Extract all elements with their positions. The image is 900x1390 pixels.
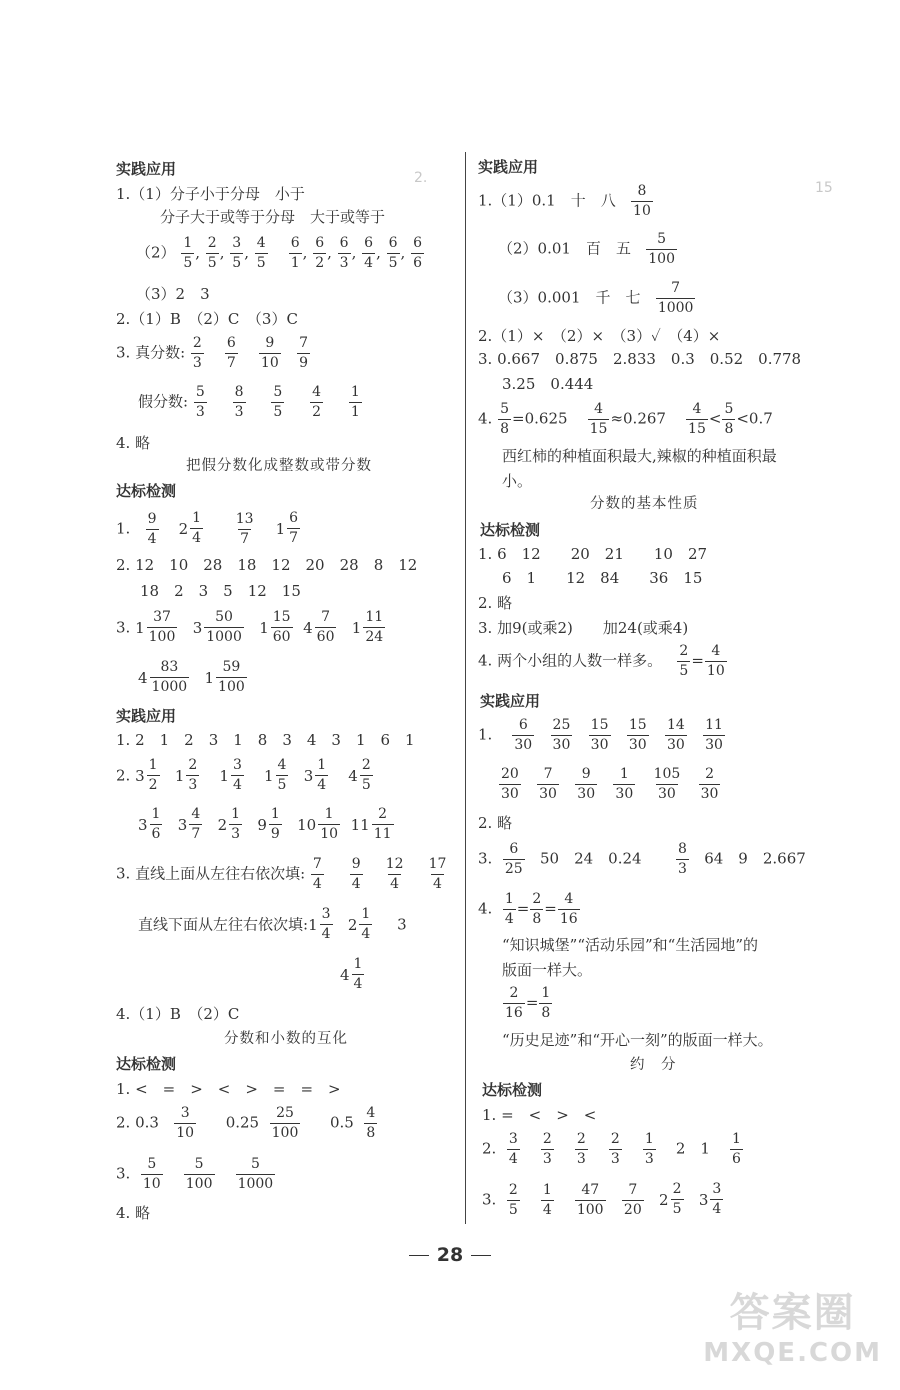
answer-line: $\frac{20}{30}$ $\frac{7}{30}$ $\frac{9}{30}$ $\frac{1}{30}$ $\frac{105}{30}$ $\frac{2}{30}$ <box>501 766 719 802</box>
answer-line: 1. 6 12 20 21 10 27 <box>478 545 708 563</box>
answer-line: 2. $\frac{3}{4}$ $\frac{2}{3}$ $\frac{2}{3}$ $\frac{2}{3}$ $\frac{1}{3}$ 2 1 $\frac{1}{6}$ <box>482 1131 741 1167</box>
section-heading: 达标检测 <box>482 1081 543 1099</box>
answer-line: 4. 略 <box>116 1204 151 1222</box>
answer-line: 1. $\frac{6}{30}$ $\frac{25}{30}$ $\frac{15}{30}$ $\frac{15}{30}$ $\frac{14}{30}$ $\frac{11}{30}$ <box>478 717 723 753</box>
fraction: $\frac{4}{5}$ <box>256 235 266 271</box>
answer-line: 3. 真分数: $\frac{2}{3}$ $\frac{6}{7}$ $\frac{9}{10}$ $\frac{7}{9}$ <box>116 335 308 371</box>
answer-line: 小。 <box>502 472 533 490</box>
answer-line: 2. 3 $\frac{1}{2}$ 1 $\frac{2}{3}$ 1 $\frac{3}{4}$ 1 $\frac{4}{5}$ 3 $\frac{1}{4}$ 4 $\frac{2}{5}$ <box>116 757 371 793</box>
answer-line: 4 $\frac{83}{1000}$ 1 $\frac{59}{100}$ <box>138 659 245 695</box>
section-heading: 达标检测 <box>116 482 177 500</box>
section-heading: 实践应用 <box>116 160 177 178</box>
fraction: $\frac{6}{3}$ <box>339 235 349 271</box>
answer-line: 2.（1）× （2）× （3）✓ （4）× <box>478 327 721 345</box>
answer-line: 3. 0.667 0.875 2.833 0.3 0.52 0.778 <box>478 350 802 368</box>
section-heading: 实践应用 <box>480 692 541 710</box>
answer-line: $\frac{2}{16}$ = $\frac{1}{8}$ <box>505 985 551 1021</box>
answer-line: 3. $\frac{6}{25}$ 50 24 0.24 $\frac{8}{3}$ 64 9 2.667 <box>478 841 806 877</box>
answer-line: 3. $\frac{2}{5}$ $\frac{1}{4}$ $\frac{47}{100}$ $\frac{7}{20}$ 2 $\frac{2}{5}$ 3 $\frac{3}{4}$ <box>482 1181 722 1218</box>
answer-line: 1. < = > < > = = > <box>116 1080 341 1098</box>
answer-line: 1.（1）0.1 十 八 $\frac{8}{10}$ <box>478 183 651 219</box>
answer-line: “知识城堡”“活动乐园”和“生活园地”的 <box>502 936 759 954</box>
watermark-logo: 答案圈 MXQE.COM <box>703 1290 882 1368</box>
answer-line: 假分数: $\frac{5}{3}$ $\frac{8}{3}$ $\frac{5}{5}$ $\frac{4}{2}$ $\frac{1}{1}$ <box>138 384 360 420</box>
section-title: 分数的基本性质 <box>590 496 699 512</box>
answer-line: 4.（1）B （2）C <box>116 1005 240 1023</box>
answer-line: （3）2 3 <box>136 285 210 303</box>
section-heading: 达标检测 <box>116 1055 177 1073</box>
answer-line: 直线下面从左往右依次填: 1 $\frac{3}{4}$ 2 $\frac{1}{4}$ 3 <box>138 906 407 942</box>
answer-line: 2. 12 10 28 18 12 20 28 8 12 <box>116 556 418 574</box>
section-title: 把假分数化成整数或带分数 <box>186 458 372 474</box>
answer-line: 2. 0.3 $\frac{3}{10}$ 0.25 $\frac{25}{100}$ 0.5 $\frac{4}{8}$ <box>116 1105 376 1141</box>
answer-line: 2. 略 <box>478 594 513 612</box>
answer-line: 6 1 12 84 36 15 <box>502 569 703 587</box>
answer-line: 2.（1）B （2）C （3）C <box>116 310 298 328</box>
section-title: 分数和小数的互化 <box>224 1031 348 1047</box>
answer-line: 2. 略 <box>478 814 513 832</box>
answer-line: 3. 1 $\frac{37}{100}$ 3 $\frac{50}{1000}$ 1 $\frac{15}{60}$ 4 $\frac{7}{60}$ 1 $\frac{11}{24}$ <box>116 609 384 645</box>
fraction: $\frac{6}{2}$ <box>315 235 325 271</box>
section-title: 约 分 <box>630 1057 677 1073</box>
answer-line: 3. 加9(或乘2) 加24(或乘4) <box>478 619 689 637</box>
answer-line: 4. 两个小组的人数一样多。 $\frac{2}{5}$ = $\frac{4}{10}$ <box>478 643 725 679</box>
answer-line: 1. = < > < <box>482 1106 597 1124</box>
fraction: $\frac{3}{5}$ <box>232 235 242 271</box>
section-heading: 实践应用 <box>478 158 539 176</box>
answer-line: 4 $\frac{1}{4}$ <box>340 956 363 992</box>
answer-line: 4. $\frac{1}{4}$ = $\frac{2}{8}$ = $\frac{4}{16}$ <box>478 891 578 927</box>
fraction: $\frac{1}{5}$ <box>183 235 193 271</box>
bleed-through-mark: 2. <box>414 170 428 186</box>
page-number: 28 <box>0 1244 900 1266</box>
column-divider <box>465 152 466 1224</box>
answer-line: 版面一样大。 <box>502 961 593 979</box>
fraction: $\frac{2}{5}$ <box>207 235 217 271</box>
section-heading: 实践应用 <box>116 707 177 725</box>
answer-line: 分子大于或等于分母 大于或等于 <box>160 208 386 226</box>
answer-line: 4. $\frac{5}{8}$ =0.625 $\frac{4}{15}$ ≈0.267 $\frac{4}{15}$ < $\frac{5}{8}$ <0.7 <box>478 401 773 437</box>
section-heading: 达标检测 <box>480 521 541 539</box>
fraction: $\frac{6}{6}$ <box>413 235 422 271</box>
answer-line: 3 $\frac{1}{6}$ 3 $\frac{4}{7}$ 2 $\frac{1}{3}$ 9 $\frac{1}{9}$ 10 $\frac{1}{10}$ 11 $\frac{2}{11}$ <box>138 806 392 842</box>
answer-line: 西红柿的种植面积最大,辣椒的种植面积最 <box>502 447 777 465</box>
answer-line: 1.（1）分子小于分母 小于 <box>116 185 305 203</box>
answer-line: 1. 2 1 2 3 1 8 3 4 3 1 6 1 <box>116 731 415 749</box>
answer-line: （2） $\frac{1}{5}$ , $\frac{2}{5}$ , $\frac{3}{5}$ , $\frac{4}{5}$ $\frac{6}{1}$ , $\frac{6}{2}$ , $\frac{6}{3}$ , $\frac{6}{4}$ , $\frac{6}{5}$ , $\frac{6}{6}$ <box>136 235 422 271</box>
answer-line: 3. $\frac{5}{10}$ $\frac{5}{100}$ $\frac{5}{1000}$ <box>116 1156 274 1192</box>
answer-line: 3. 直线上面从左往右依次填: $\frac{7}{4}$ $\frac{9}{4}$ $\frac{12}{4}$ $\frac{17}{4}$ <box>116 856 447 892</box>
answer-line: 1. $\frac{9}{4}$ 2 $\frac{1}{4}$ $\frac{13}{7}$ 1 $\frac{6}{7}$ <box>116 510 299 547</box>
answer-line: 4. 略 <box>116 434 151 452</box>
answer-line: 3.25 0.444 <box>502 375 594 393</box>
answer-line: 18 2 3 5 12 15 <box>140 582 301 600</box>
fraction: $\frac{6}{1}$ <box>290 235 300 271</box>
answer-line: “历史足迹”和“开心一刻”的版面一样大。 <box>502 1031 773 1049</box>
bleed-through-mark: 15 <box>815 180 833 196</box>
answer-line: （2）0.01 百 五 $\frac{5}{100}$ <box>498 231 675 267</box>
answer-line: （3）0.001 千 七 $\frac{7}{1000}$ <box>498 280 694 316</box>
fraction: $\frac{6}{4}$ <box>364 235 374 271</box>
fraction: $\frac{6}{5}$ <box>388 235 398 271</box>
